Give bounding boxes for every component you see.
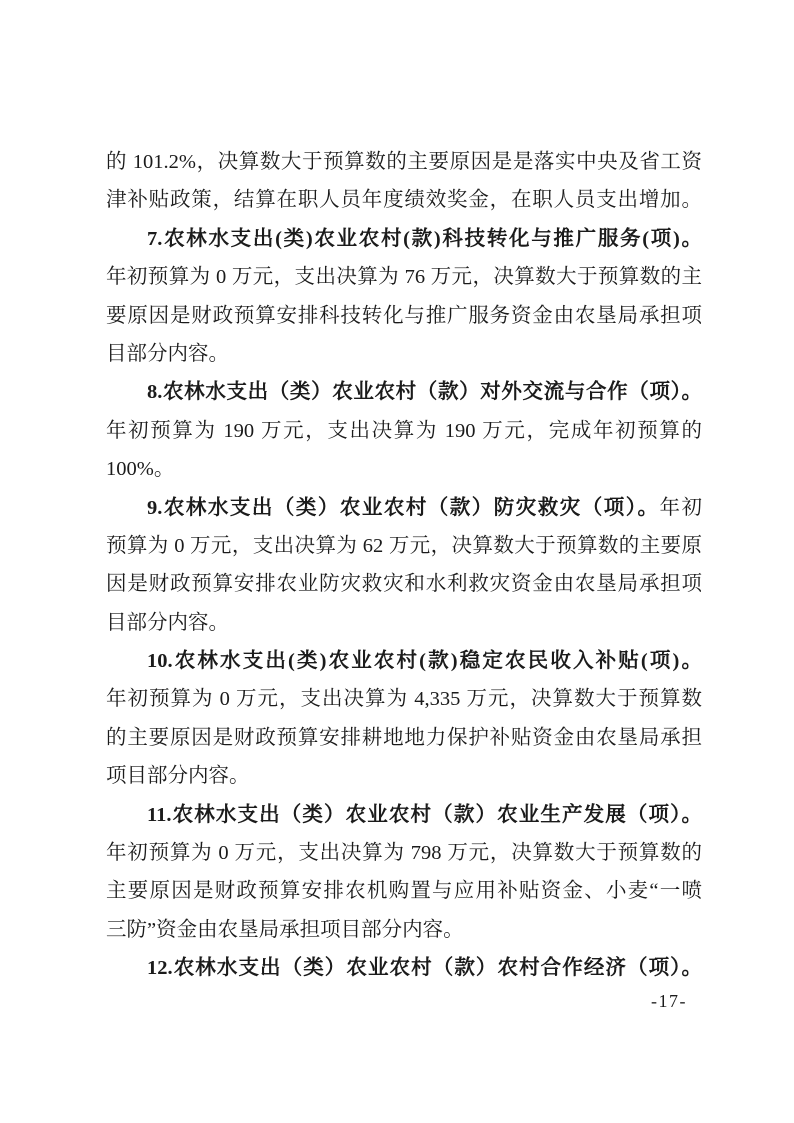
item-heading-run: 12.农林水支出（类）农业农村（款）农村合作经济（项）。 <box>147 957 702 980</box>
text-line <box>106 680 702 718</box>
item-heading-run: 8.农林水支出（类）农业农村（款）对外交流与合作（项）。 <box>147 381 702 404</box>
text-run: 目部分内容。 <box>106 611 229 634</box>
text-run: 预算为 0 万元，支出决算为 62 万元，决算数大于预算数的主要原 <box>106 534 702 557</box>
text-run: 的 101.2%，决算数大于预算数的主要原因是是落实中央及省工资 <box>106 151 702 173</box>
text-run: 100%。 <box>106 458 175 481</box>
text-line <box>106 796 702 834</box>
para-continuation <box>106 143 702 220</box>
page-number: -17- <box>651 991 687 1011</box>
text-line <box>106 220 702 258</box>
text-line <box>106 489 702 527</box>
text-line <box>106 412 702 450</box>
text-line <box>106 450 702 488</box>
text-run: 津补贴政策，结算在职人员年度绩效奖金，在职人员支出增加。 <box>106 189 702 212</box>
item-heading-run: 11.农林水支出（类）农业农村（款）农业生产发展（项）。 <box>147 803 702 826</box>
para-item-8 <box>106 373 702 488</box>
text-run: 年初预算为 0 万元，支出决算为 76 万元，决算数大于预算数的主 <box>106 266 702 289</box>
text-run: 因是财政预算安排农业防灾救灾和水利救灾资金由农垦局承担项 <box>106 573 702 596</box>
item-heading-run: 7.农林水支出(类)农业农村(款)科技转化与推广服务(项)。 <box>147 227 702 250</box>
text-run: 年初预算为 0 万元，支出决算为 4,335 万元，决算数大于预算数 <box>106 688 702 711</box>
text-line <box>106 949 702 987</box>
text-run: 主要原因是财政预算安排农机购置与应用补贴资金、小麦“一喷 <box>106 880 702 903</box>
para-item-11 <box>106 796 702 950</box>
text-line <box>106 872 702 910</box>
text-line <box>106 258 702 296</box>
text-line <box>106 527 702 565</box>
text-line <box>106 373 702 411</box>
para-item-12 <box>106 949 702 987</box>
item-heading-run: 9.农林水支出（类）农业农村（款）防灾救灾（项）。 <box>147 496 660 519</box>
text-run: 年初 <box>659 496 703 519</box>
text-line <box>106 565 702 603</box>
text-line <box>106 834 702 872</box>
text-line <box>106 719 702 757</box>
text-run: 目部分内容。 <box>106 342 229 365</box>
text-run: 要原因是财政预算安排科技转化与推广服务资金由农垦局承担项 <box>106 304 702 327</box>
text-line <box>106 297 702 335</box>
text-run: 三防”资金由农垦局承担项目部分内容。 <box>106 918 464 941</box>
text-run: 项目部分内容。 <box>106 765 250 788</box>
para-item-9 <box>106 489 702 643</box>
text-line <box>106 335 702 373</box>
text-line <box>106 143 702 181</box>
text-line <box>106 642 702 680</box>
text-line <box>106 181 702 219</box>
para-item-10 <box>106 642 702 796</box>
text-run: 的主要原因是财政预算安排耕地地力保护补贴资金由农垦局承担 <box>106 726 702 749</box>
text-run: 年初预算为 0 万元，支出决算为 798 万元，决算数大于预算数的 <box>106 842 702 865</box>
item-heading-run: 10.农林水支出(类)农业农村(款)稳定农民收入补贴(项)。 <box>147 650 702 673</box>
text-line <box>106 604 702 642</box>
text-content <box>106 143 702 988</box>
para-item-7 <box>106 220 702 374</box>
text-line <box>106 911 702 949</box>
text-run: 年初预算为 190 万元，支出决算为 190 万元，完成年初预算的 <box>106 419 702 442</box>
text-line <box>106 757 702 795</box>
